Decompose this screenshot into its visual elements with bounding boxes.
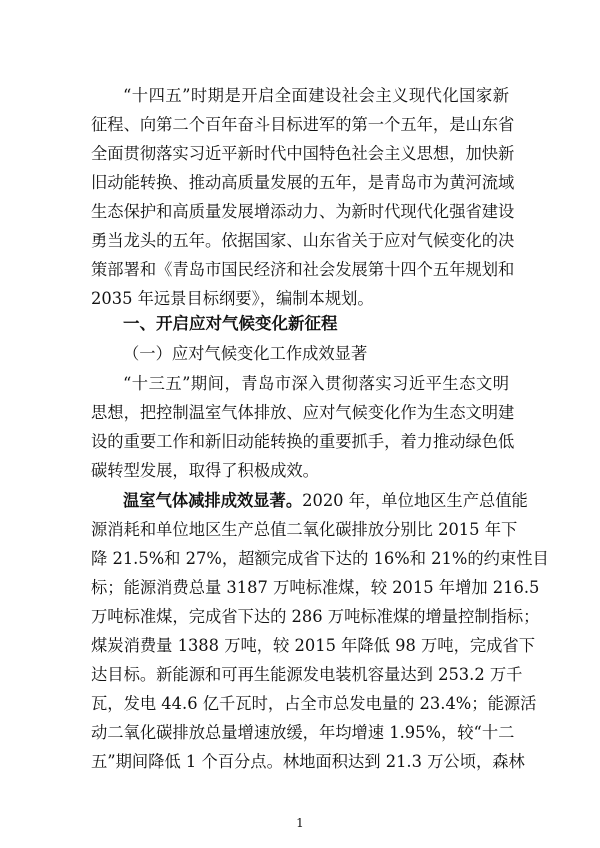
text-line: 旧动能转换、推动高质量发展的五年，是青岛市为黄河流域 <box>91 173 515 192</box>
text-line: 源消耗和单位地区生产总值二氧化碳排放分别比 2015 年下 <box>91 520 518 539</box>
text-line: 生态保护和高质量发展增添动力、为新时代现代化强省建设 <box>91 202 515 221</box>
overview-paragraph <box>91 369 515 485</box>
text-line: 达目标。新能源和可再生能源发电装机容量达到 253.2 万千 <box>91 665 523 684</box>
intro-paragraph <box>91 81 515 313</box>
text-line: 思想，把控制温室气体排放、应对气候变化作为生态文明建 <box>91 403 515 422</box>
text-line: “十四五”时期是开启全面建设社会主义现代化国家新 <box>123 86 509 105</box>
text-line <box>91 486 528 515</box>
text-line: 标；能源消费总量 3187 万吨标准煤，较 2015 年增加 216.5 <box>91 578 540 597</box>
text-line: 五”期间降低 1 个百分点。林地面积达到 21.3 万公顷，森林 <box>91 752 525 771</box>
text-span: 2020 年，单位地区生产总值能 <box>302 491 528 510</box>
page-number: 1 <box>296 816 304 830</box>
subsection-heading: （一）应对气候变化工作成效显著 <box>123 344 368 363</box>
text-line: 煤炭消费量 1388 万吨，较 2015 年降低 98 万吨，完成省下 <box>91 636 535 655</box>
section-heading: 一、开启应对气候变化新征程 <box>123 314 338 333</box>
emission-paragraph <box>91 486 549 776</box>
text-line: 策部署和《青岛市国民经济和社会发展第十四个五年规划和 <box>91 260 515 279</box>
text-line: “十三五”期间，青岛市深入贯彻落实习近平生态文明 <box>123 374 509 393</box>
text-line: 瓦，发电 44.6 亿千瓦时，占全市总发电量的 23.4%；能源活 <box>91 694 537 713</box>
text-line: 勇当龙头的五年。依据国家、山东省关于应对气候变化的决 <box>91 231 515 250</box>
text-line: 降 21.5%和 27%，超额完成省下达的 16%和 21%的约束性目 <box>91 549 549 568</box>
text-line: 征程、向第二个百年奋斗目标进军的第一个五年，是山东省 <box>91 115 515 134</box>
text-line: 设的重要工作和新旧动能转换的重要抓手，着力推动绿色低 <box>91 432 515 451</box>
text-line: 全面贯彻落实习近平新时代中国特色社会主义思想，加快新 <box>91 144 515 163</box>
text-line: 碳转型发展，取得了积极成效。 <box>91 461 319 480</box>
bold-lead: 温室气体减排成效显著。 <box>123 491 303 510</box>
text-line: 万吨标准煤，完成省下达的 286 万吨标准煤的增量控制指标； <box>91 607 540 626</box>
text-line: 动二氧化碳排放总量增速放缓，年均增速 1.95%，较“十二 <box>91 723 515 742</box>
text-line: 2035 年远景目标纲要》，编制本规划。 <box>91 289 374 308</box>
